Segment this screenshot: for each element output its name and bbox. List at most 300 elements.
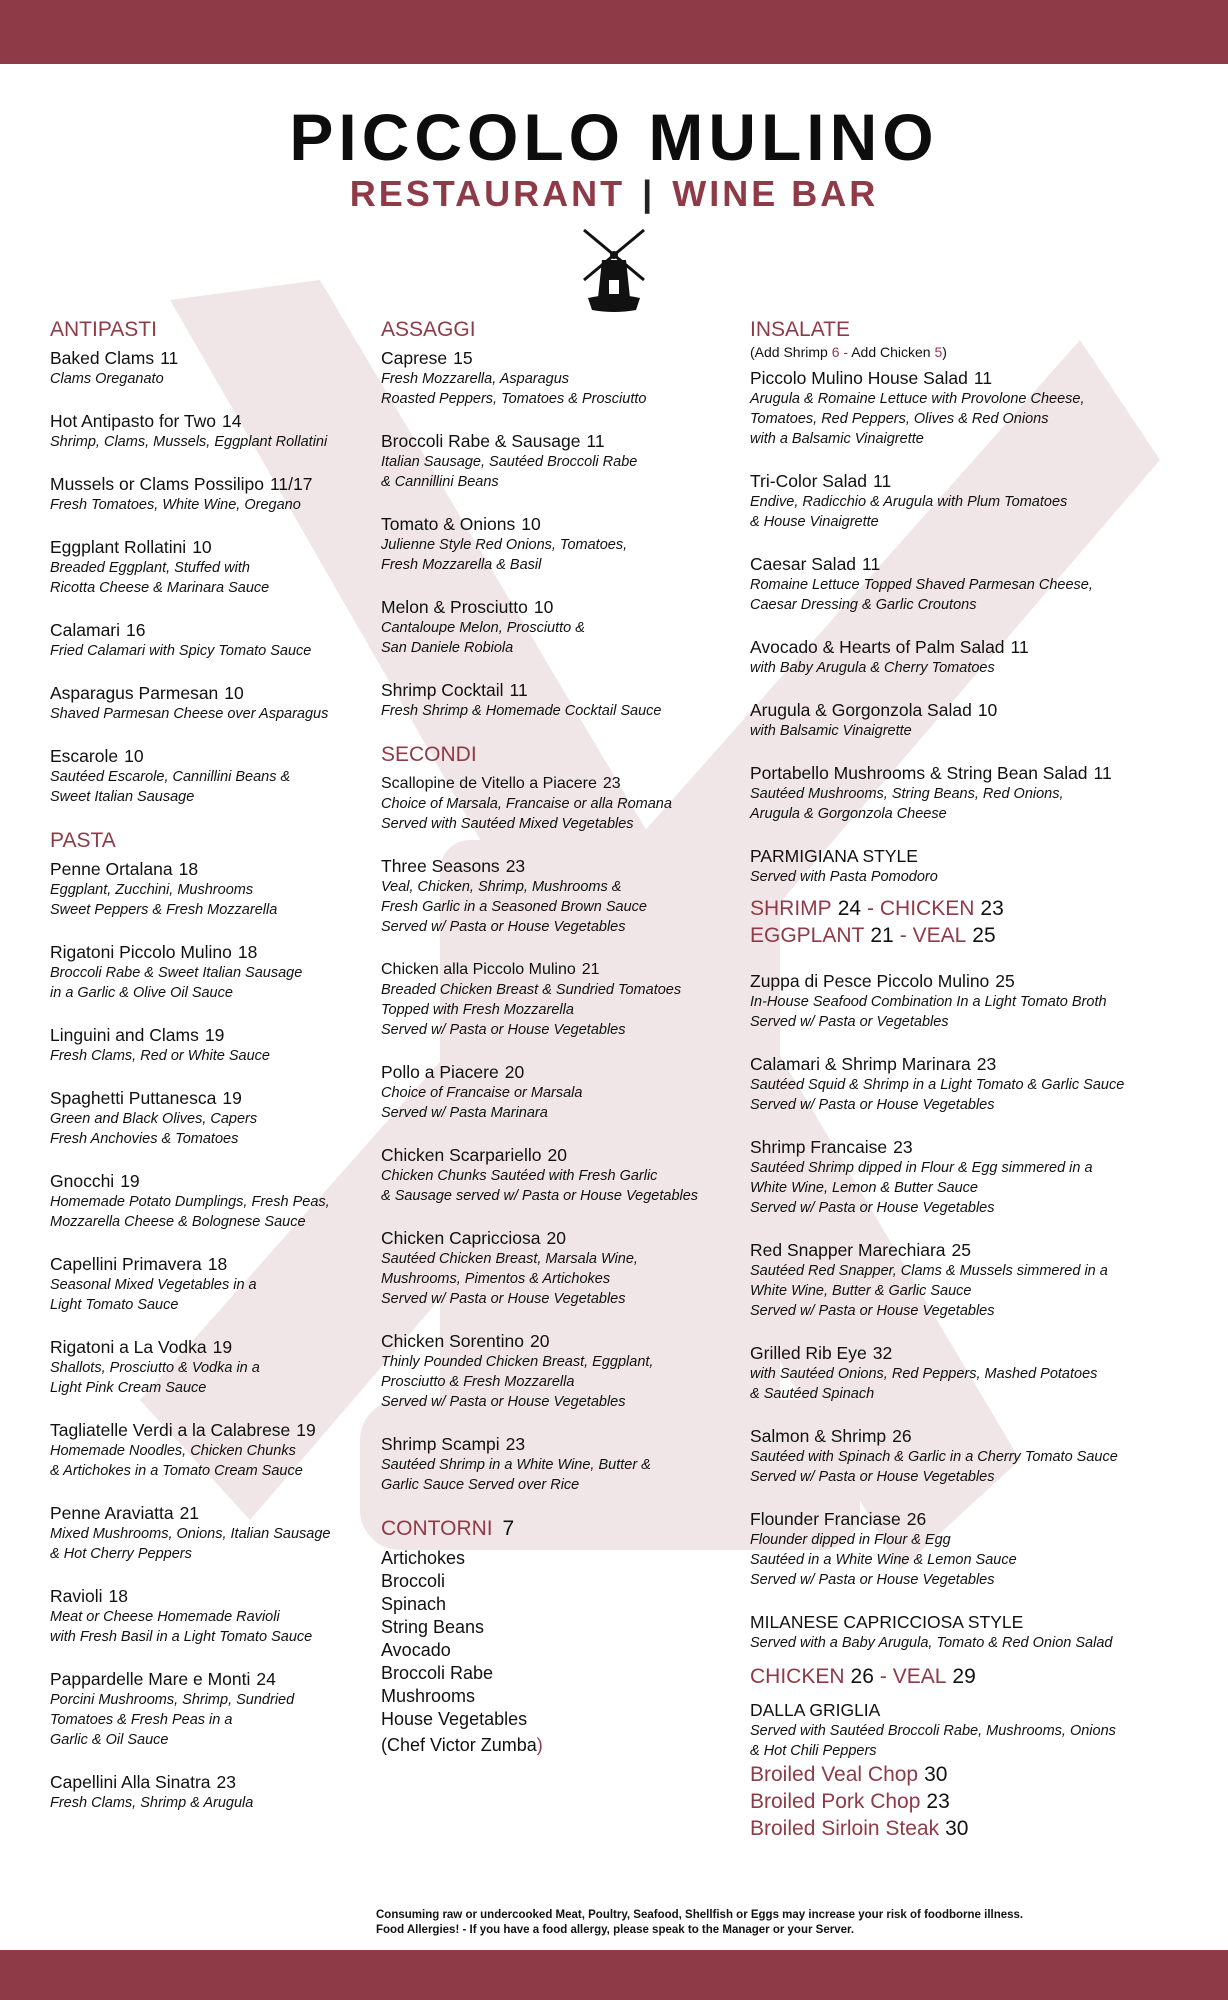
- item-name: Chicken alla Piccolo Mulino: [381, 961, 576, 978]
- item-description: Sautéed Escarole, Cannillini Beans &: [50, 769, 291, 785]
- item-description: Shallots, Prosciutto & Vodka in a: [50, 1360, 260, 1376]
- item-description: Tomatoes, Red Peppers, Olives & Red Onions: [750, 411, 1049, 427]
- item-description: Mixed Mushrooms, Onions, Italian Sausage: [50, 1526, 331, 1542]
- list-item: Mushrooms: [381, 1686, 476, 1706]
- list-item: String Beans: [381, 1617, 485, 1637]
- item-name-line: [50, 348, 375, 369]
- item-description: In-House Seafood Combination In a Light Tomato Broth: [750, 994, 1107, 1010]
- item-name-line: [381, 348, 746, 369]
- item-name-line: [381, 1228, 746, 1249]
- item-name: Avocado & Hearts of Palm Salad: [750, 637, 1005, 657]
- item-name: Chicken Scarpariello: [381, 1145, 542, 1165]
- item-name: Melon & Prosciutto: [381, 597, 528, 617]
- windmill-icon: [574, 224, 654, 316]
- menu-item: [381, 348, 746, 409]
- item-name: Scallopine de Vitello a Piacere: [381, 775, 597, 792]
- menu-item: [750, 1137, 1190, 1218]
- item-description: Seasonal Mixed Vegetables in a: [50, 1277, 257, 1293]
- item-description: Topped with Fresh Mozzarella: [381, 1002, 574, 1018]
- menu-item: [50, 942, 375, 1003]
- item-price: 11: [586, 431, 605, 451]
- allergy-disclaimer: [376, 1908, 1156, 1938]
- item-description: & House Vinaigrette: [750, 514, 879, 530]
- menu-item: [50, 474, 375, 515]
- list-item: Broccoli Rabe: [381, 1663, 494, 1683]
- item-description: Sautéed with Spinach & Garlic in a Cherry Tomato Sauce: [750, 1449, 1118, 1465]
- item-description: Served w/ Pasta or House Vegetables: [750, 1303, 995, 1319]
- menu-item: [750, 1343, 1190, 1404]
- item-name: Spaghetti Puttanesca: [50, 1088, 217, 1108]
- item-price: 20: [547, 1145, 567, 1165]
- item-name: Mussels or Clams Possilipo: [50, 474, 264, 494]
- subtitle-wine-bar: WINE BAR: [672, 173, 879, 214]
- item-price: 32: [872, 1343, 893, 1363]
- item-name: Chicken Sorentino: [381, 1331, 524, 1351]
- item-price: 11: [160, 348, 179, 368]
- item-name: Linguini and Clams: [50, 1025, 199, 1045]
- menu-item: [381, 1145, 746, 1206]
- item-name: Caesar Salad: [750, 554, 857, 574]
- item-name-line: [381, 959, 746, 980]
- item-name: Shrimp Cocktail: [381, 680, 504, 700]
- item-name-line: [750, 471, 1190, 492]
- section-title-secondi: SECONDI: [381, 743, 477, 766]
- item-name: Chicken Capricciosa: [381, 1228, 541, 1248]
- menu-item: [750, 471, 1190, 532]
- item-description: White Wine, Lemon & Butter Sauce: [750, 1180, 978, 1196]
- item-description: Served w/ Pasta or Vegetables: [750, 1014, 949, 1030]
- item-price: 19: [212, 1337, 233, 1357]
- item-name-line: [381, 1062, 746, 1083]
- menu-item: [381, 1331, 746, 1412]
- item-name: Asparagus Parmesan: [50, 683, 219, 703]
- item-description: Served w/ Pasta or House Vegetables: [381, 919, 626, 935]
- menu-item: [50, 1772, 375, 1813]
- item-price: 15: [453, 348, 473, 368]
- menu-item: [50, 1025, 375, 1066]
- item-description: Sautéed Red Snapper, Clams & Mussels simmered in a: [750, 1263, 1108, 1279]
- disclaimer-line-2: Food Allergies! - If you have a food allergy, please speak to the Manager or your Server.: [376, 1924, 855, 1936]
- item-name: Tomato & Onions: [381, 514, 516, 534]
- item-description: Shaved Parmesan Cheese over Asparagus: [50, 706, 329, 722]
- item-description: Light Tomato Sauce: [50, 1297, 179, 1313]
- menu-item: [50, 348, 375, 389]
- parmigiana-prices-2: EGGPLANT 21 - VEAL 25: [750, 924, 996, 947]
- item-description: Fried Calamari with Spicy Tomato Sauce: [50, 643, 312, 659]
- item-description: Italian Sausage, Sautéed Broccoli Rabe: [381, 454, 638, 470]
- item-description: Porcini Mushrooms, Shrimp, Sundried: [50, 1692, 295, 1708]
- menu-item: [750, 1054, 1190, 1115]
- item-name-line: [381, 680, 746, 701]
- item-name-line: [381, 431, 746, 452]
- item-name-line: [381, 597, 746, 618]
- item-name-line: [50, 1171, 375, 1192]
- item-name-line: [50, 1420, 375, 1441]
- item-price: 18: [108, 1586, 128, 1606]
- restaurant-title: PICCOLO MULINO: [289, 100, 939, 174]
- item-name: Penne Araviatta: [50, 1503, 174, 1523]
- milanese-prices: CHICKEN 26 - VEAL 29: [750, 1665, 976, 1688]
- griglia-title: DALLA GRIGLIA: [750, 1700, 881, 1720]
- menu-item: [50, 683, 375, 724]
- item-description: Served w/ Pasta or House Vegetables: [381, 1022, 626, 1038]
- list-item: Spinach: [381, 1594, 447, 1614]
- list-item: Avocado: [381, 1640, 451, 1660]
- item-description: Garlic & Oil Sauce: [50, 1732, 169, 1748]
- item-description: Flounder dipped in Flour & Egg: [750, 1532, 951, 1548]
- item-name-line: [50, 474, 375, 495]
- contorni-price: 7: [502, 1517, 515, 1540]
- item-name-line: [750, 368, 1190, 389]
- chef-name: Chef Victor Zumba: [387, 1735, 537, 1755]
- restaurant-subtitle: [0, 174, 1228, 214]
- item-name-line: [50, 746, 375, 767]
- menu-item: [50, 1669, 375, 1750]
- menu-item: [50, 1171, 375, 1232]
- item-description: Sautéed Shrimp dipped in Flour & Egg simmered in a: [750, 1160, 1093, 1176]
- item-price: 18: [237, 942, 258, 962]
- item-name-line: [50, 1088, 375, 1109]
- item-price: 23: [602, 775, 621, 792]
- item-price: 20: [530, 1331, 550, 1351]
- item-name-line: [750, 971, 1190, 992]
- item-price: 10: [521, 514, 541, 534]
- item-description: Homemade Potato Dumplings, Fresh Peas,: [50, 1194, 330, 1210]
- menu-item: [381, 773, 746, 834]
- item-price: 16: [126, 620, 146, 640]
- item-description: Veal, Chicken, Shrimp, Mushrooms &: [381, 879, 622, 895]
- item-description: Arugula & Romaine Lettuce with Provolone Cheese,: [750, 391, 1085, 407]
- disclaimer-line-1: Consuming raw or undercooked Meat, Poultry, Seafood, Shellfish or Eggs may increase your risk of foodborne illness.: [376, 1909, 1024, 1921]
- item-description: Mushrooms, Pimentos & Artichokes: [381, 1271, 611, 1287]
- list-item: Artichokes: [381, 1548, 466, 1568]
- item-description: Shrimp, Clams, Mussels, Eggplant Rollatini: [50, 434, 328, 450]
- menu-item: [381, 959, 746, 1040]
- item-name: Broccoli Rabe & Sausage: [381, 431, 581, 451]
- item-description: Fresh Mozzarella & Basil: [381, 557, 542, 573]
- insalate-add-note: (Add Shrimp 6 - Add Chicken 5): [750, 344, 947, 360]
- menu-item: [381, 1062, 746, 1123]
- item-name: Grilled Rib Eye: [750, 1343, 867, 1363]
- item-description: Tomatoes & Fresh Peas in a: [50, 1712, 233, 1728]
- item-name-line: [381, 856, 746, 877]
- item-description: San Daniele Robiola: [381, 640, 514, 656]
- chef-credit: (Chef Victor Zumba): [381, 1735, 543, 1755]
- item-price: 20: [546, 1228, 566, 1248]
- griglia-item: Broiled Sirloin Steak 30: [750, 1817, 969, 1840]
- section-title-assaggi: ASSAGGI: [381, 318, 476, 341]
- menu-item: [381, 1228, 746, 1309]
- item-description: with Fresh Basil in a Light Tomato Sauce: [50, 1629, 313, 1645]
- subtitle-separator: |: [642, 173, 656, 214]
- menu-item: [50, 1088, 375, 1149]
- item-description: with Sautéed Onions, Red Peppers, Mashed Potatoes: [750, 1366, 1098, 1382]
- item-description: Broccoli Rabe & Sweet Italian Sausage: [50, 965, 303, 981]
- menu-item: [750, 637, 1190, 678]
- item-description: Mozzarella Cheese & Bolognese Sauce: [50, 1214, 306, 1230]
- item-price: 19: [120, 1171, 140, 1191]
- item-name-line: [50, 1503, 375, 1524]
- column-middle: [381, 318, 746, 1759]
- item-name-line: [381, 773, 746, 794]
- item-name: Three Seasons: [381, 856, 500, 876]
- item-price: 24: [256, 1669, 276, 1689]
- item-name: Shrimp Francaise: [750, 1137, 888, 1157]
- item-description: Served w/ Pasta or House Vegetables: [381, 1291, 626, 1307]
- item-name-line: [750, 1137, 1190, 1158]
- menu-item: [50, 1586, 375, 1647]
- menu-item: [50, 411, 375, 452]
- item-name-line: [50, 1337, 375, 1358]
- item-price: 10: [533, 597, 554, 617]
- parmigiana-prices-1: SHRIMP 24 - CHICKEN 23: [750, 897, 1004, 920]
- menu-item: [381, 431, 746, 492]
- item-price: 26: [906, 1509, 927, 1529]
- item-description: Thinly Pounded Chicken Breast, Eggplant,: [381, 1354, 654, 1370]
- item-name-line: [750, 1509, 1190, 1530]
- menu-item: [381, 514, 746, 575]
- item-price: 18: [178, 859, 199, 879]
- item-name: Capellini Alla Sinatra: [50, 1772, 211, 1792]
- item-name: Salmon & Shrimp: [750, 1426, 887, 1446]
- item-description: Ricotta Cheese & Marinara Sauce: [50, 580, 270, 596]
- column-left: [50, 318, 375, 1835]
- item-name: Rigatoni a La Vodka: [50, 1337, 207, 1357]
- item-name: Calamari: [50, 620, 121, 640]
- menu-item: [750, 1240, 1190, 1321]
- item-price: 26: [892, 1426, 912, 1446]
- item-name: Hot Antipasto for Two: [50, 411, 217, 431]
- contorni-list: [381, 1547, 746, 1731]
- item-name-line: [50, 1772, 375, 1793]
- item-name: Escarole: [50, 746, 119, 766]
- item-price: 10: [977, 700, 998, 720]
- item-name-line: [50, 620, 375, 641]
- item-description: Served w/ Pasta or House Vegetables: [750, 1469, 995, 1485]
- item-description: Breaded Eggplant, Stuffed with: [50, 560, 250, 576]
- item-description: with Baby Arugula & Cherry Tomatoes: [750, 660, 995, 676]
- item-description: Caesar Dressing & Garlic Croutons: [750, 597, 977, 613]
- item-name-line: [750, 763, 1190, 784]
- item-name: Gnocchi: [50, 1171, 115, 1191]
- item-name: Eggplant Rollatini: [50, 537, 187, 557]
- item-description: Meat or Cheese Homemade Ravioli: [50, 1609, 280, 1625]
- milanese-section: [750, 1612, 1190, 1690]
- antipasti-list: [50, 348, 375, 807]
- item-name-line: [50, 1586, 375, 1607]
- menu-item: [381, 856, 746, 937]
- column-right: [750, 318, 1190, 1842]
- item-description: Breaded Chicken Breast & Sundried Tomatoes: [381, 982, 682, 998]
- item-price: 23: [216, 1772, 236, 1792]
- item-description: Choice of Francaise or Marsala: [381, 1085, 583, 1101]
- item-price: 23: [505, 856, 526, 876]
- section-title-pasta: PASTA: [50, 829, 116, 852]
- griglia-section: [750, 1700, 1190, 1842]
- section-title-antipasti: ANTIPASTI: [50, 318, 157, 341]
- menu-item: [50, 1337, 375, 1398]
- menu-item: [750, 971, 1190, 1032]
- menu-item: [50, 1254, 375, 1315]
- item-price: 23: [893, 1137, 913, 1157]
- menu-item: [50, 537, 375, 598]
- menu-item: [750, 763, 1190, 824]
- item-name: Pollo a Piacere: [381, 1062, 499, 1082]
- item-name-line: [750, 554, 1190, 575]
- item-price: 25: [995, 971, 1015, 991]
- item-price: 23: [505, 1434, 526, 1454]
- griglia-desc-2: & Hot Chili Peppers: [750, 1743, 877, 1759]
- item-name-line: [50, 942, 375, 963]
- item-name-line: [50, 537, 375, 558]
- item-price: 18: [207, 1254, 228, 1274]
- item-description: Served w/ Pasta or House Vegetables: [381, 1394, 626, 1410]
- item-description: Homemade Noodles, Chicken Chunks: [50, 1443, 296, 1459]
- item-name-line: [381, 1434, 746, 1455]
- item-description: Fresh Shrimp & Homemade Cocktail Sauce: [381, 703, 662, 719]
- item-price: 21: [179, 1503, 200, 1523]
- item-description: Fresh Garlic in a Seasoned Brown Sauce: [381, 899, 647, 915]
- item-name-line: [750, 1426, 1190, 1447]
- item-name: Arugula & Gorgonzola Salad: [750, 700, 972, 720]
- item-price: 11: [1093, 763, 1112, 783]
- parmigiana-section: [750, 846, 1190, 949]
- item-description: Chicken Chunks Sautéed with Fresh Garlic: [381, 1168, 658, 1184]
- bottom-band: [0, 1950, 1228, 2000]
- griglia-desc-1: Served with Sautéed Broccoli Rabe, Mushrooms, Onions: [750, 1723, 1116, 1739]
- contorni-title: CONTORNI: [381, 1517, 493, 1540]
- secondi-list: [381, 773, 746, 1495]
- item-price: 19: [296, 1420, 316, 1440]
- menu-item: [50, 859, 375, 920]
- item-price: 10: [224, 683, 244, 703]
- item-description: & Sautéed Spinach: [750, 1386, 875, 1402]
- item-description: Roasted Peppers, Tomatoes & Prosciutto: [381, 391, 647, 407]
- item-description: & Hot Cherry Peppers: [50, 1546, 192, 1562]
- subtitle-restaurant: RESTAURANT: [349, 173, 626, 214]
- item-description: Sweet Peppers & Fresh Mozzarella: [50, 902, 278, 918]
- item-description: Choice of Marsala, Francaise or alla Romana: [381, 796, 672, 812]
- item-description: Garlic Sauce Served over Rice: [381, 1477, 580, 1493]
- item-description: & Sausage served w/ Pasta or House Vegetables: [381, 1188, 699, 1204]
- item-description: with a Balsamic Vinaigrette: [750, 431, 924, 447]
- item-price: 19: [204, 1025, 225, 1045]
- item-name: Zuppa di Pesce Piccolo Mulino: [750, 971, 990, 991]
- item-description: Romaine Lettuce Topped Shaved Parmesan Cheese,: [750, 577, 1093, 593]
- item-description: Sautéed in a White Wine & Lemon Sauce: [750, 1552, 1017, 1568]
- item-description: Served with Sautéed Mixed Vegetables: [381, 816, 634, 832]
- item-description: Served w/ Pasta or House Vegetables: [750, 1200, 995, 1216]
- menu-item: [750, 1509, 1190, 1590]
- item-name: Baked Clams: [50, 348, 155, 368]
- item-name-line: [381, 1331, 746, 1352]
- menu-item: [50, 1420, 375, 1481]
- item-description: Cantaloupe Melon, Prosciutto &: [381, 620, 585, 636]
- top-band: [0, 0, 1228, 64]
- item-description: Prosciutto & Fresh Mozzarella: [381, 1374, 575, 1390]
- item-price: 11: [862, 554, 881, 574]
- item-name: Capellini Primavera: [50, 1254, 202, 1274]
- menu-item: [50, 746, 375, 807]
- item-description: Clams Oreganato: [50, 371, 164, 387]
- item-description: Sweet Italian Sausage: [50, 789, 195, 805]
- item-name: Piccolo Mulino House Salad: [750, 368, 968, 388]
- list-item: Broccoli: [381, 1571, 446, 1591]
- section-title-insalate: INSALATE: [750, 318, 850, 341]
- item-name-line: [50, 411, 375, 432]
- item-name-line: [50, 683, 375, 704]
- item-description: Fresh Clams, Shrimp & Arugula: [50, 1795, 254, 1811]
- item-description: & Artichokes in a Tomato Cream Sauce: [50, 1463, 303, 1479]
- item-name-line: [50, 1254, 375, 1275]
- item-name-line: [750, 700, 1190, 721]
- item-name-line: [750, 1240, 1190, 1261]
- item-description: in a Garlic & Olive Oil Sauce: [50, 985, 233, 1001]
- item-name: Portabello Mushrooms & String Bean Salad: [750, 763, 1088, 783]
- item-name: Tagliatelle Verdi a la Calabrese: [50, 1420, 291, 1440]
- item-price: 11: [509, 680, 528, 700]
- mains-list: [750, 971, 1190, 1590]
- item-description: Served w/ Pasta or House Vegetables: [750, 1572, 995, 1588]
- item-price: 23: [976, 1054, 997, 1074]
- item-description: with Balsamic Vinaigrette: [750, 723, 912, 739]
- item-description: White Wine, Butter & Garlic Sauce: [750, 1283, 972, 1299]
- item-description: Eggplant, Zucchini, Mushrooms: [50, 882, 254, 898]
- item-description: Sautéed Squid & Shrimp in a Light Tomato & Garlic Sauce: [750, 1077, 1125, 1093]
- parmigiana-desc: Served with Pasta Pomodoro: [750, 869, 938, 885]
- item-price: 10: [124, 746, 144, 766]
- item-price: 21: [581, 961, 600, 978]
- item-name-line: [50, 1669, 375, 1690]
- item-description: Endive, Radicchio & Arugula with Plum Tomatoes: [750, 494, 1068, 510]
- masthead: [0, 100, 1228, 316]
- item-description: Fresh Mozzarella, Asparagus: [381, 371, 570, 387]
- milanese-title: MILANESE CAPRICCIOSA STYLE: [750, 1612, 1024, 1632]
- parmigiana-title: PARMIGIANA STYLE: [750, 846, 918, 866]
- menu-item: [750, 368, 1190, 449]
- menu-item: [381, 1434, 746, 1495]
- item-name: Ravioli: [50, 1586, 103, 1606]
- section-title-contorni: [381, 1517, 746, 1541]
- item-description: Julienne Style Red Onions, Tomatoes,: [381, 537, 628, 553]
- menu-item: [50, 1503, 375, 1564]
- item-description: Sautéed Shrimp in a White Wine, Butter &: [381, 1457, 651, 1473]
- item-description: Served w/ Pasta Marinara: [381, 1105, 548, 1121]
- item-name-line: [381, 1145, 746, 1166]
- item-name: Calamari & Shrimp Marinara: [750, 1054, 971, 1074]
- item-description: Arugula & Gorgonzola Cheese: [750, 806, 947, 822]
- item-description: Fresh Anchovies & Tomatoes: [50, 1131, 239, 1147]
- menu-item: [750, 1426, 1190, 1487]
- item-description: & Cannillini Beans: [381, 474, 499, 490]
- item-name: Red Snapper Marechiara: [750, 1240, 946, 1260]
- item-name: Tri-Color Salad: [750, 471, 868, 491]
- item-name-line: [750, 1054, 1190, 1075]
- menu-item: [381, 680, 746, 721]
- item-price: 11: [873, 471, 892, 491]
- item-name-line: [750, 1343, 1190, 1364]
- item-price: 14: [222, 411, 242, 431]
- item-name: Caprese: [381, 348, 448, 368]
- item-name-line: [381, 514, 746, 535]
- menu-item: [381, 597, 746, 658]
- item-description: Light Pink Cream Sauce: [50, 1380, 207, 1396]
- item-name: Shrimp Scampi: [381, 1434, 500, 1454]
- pasta-list: [50, 859, 375, 1813]
- item-description: Sautéed Chicken Breast, Marsala Wine,: [381, 1251, 638, 1267]
- insalate-list: [750, 368, 1190, 824]
- list-item: House Vegetables: [381, 1709, 528, 1729]
